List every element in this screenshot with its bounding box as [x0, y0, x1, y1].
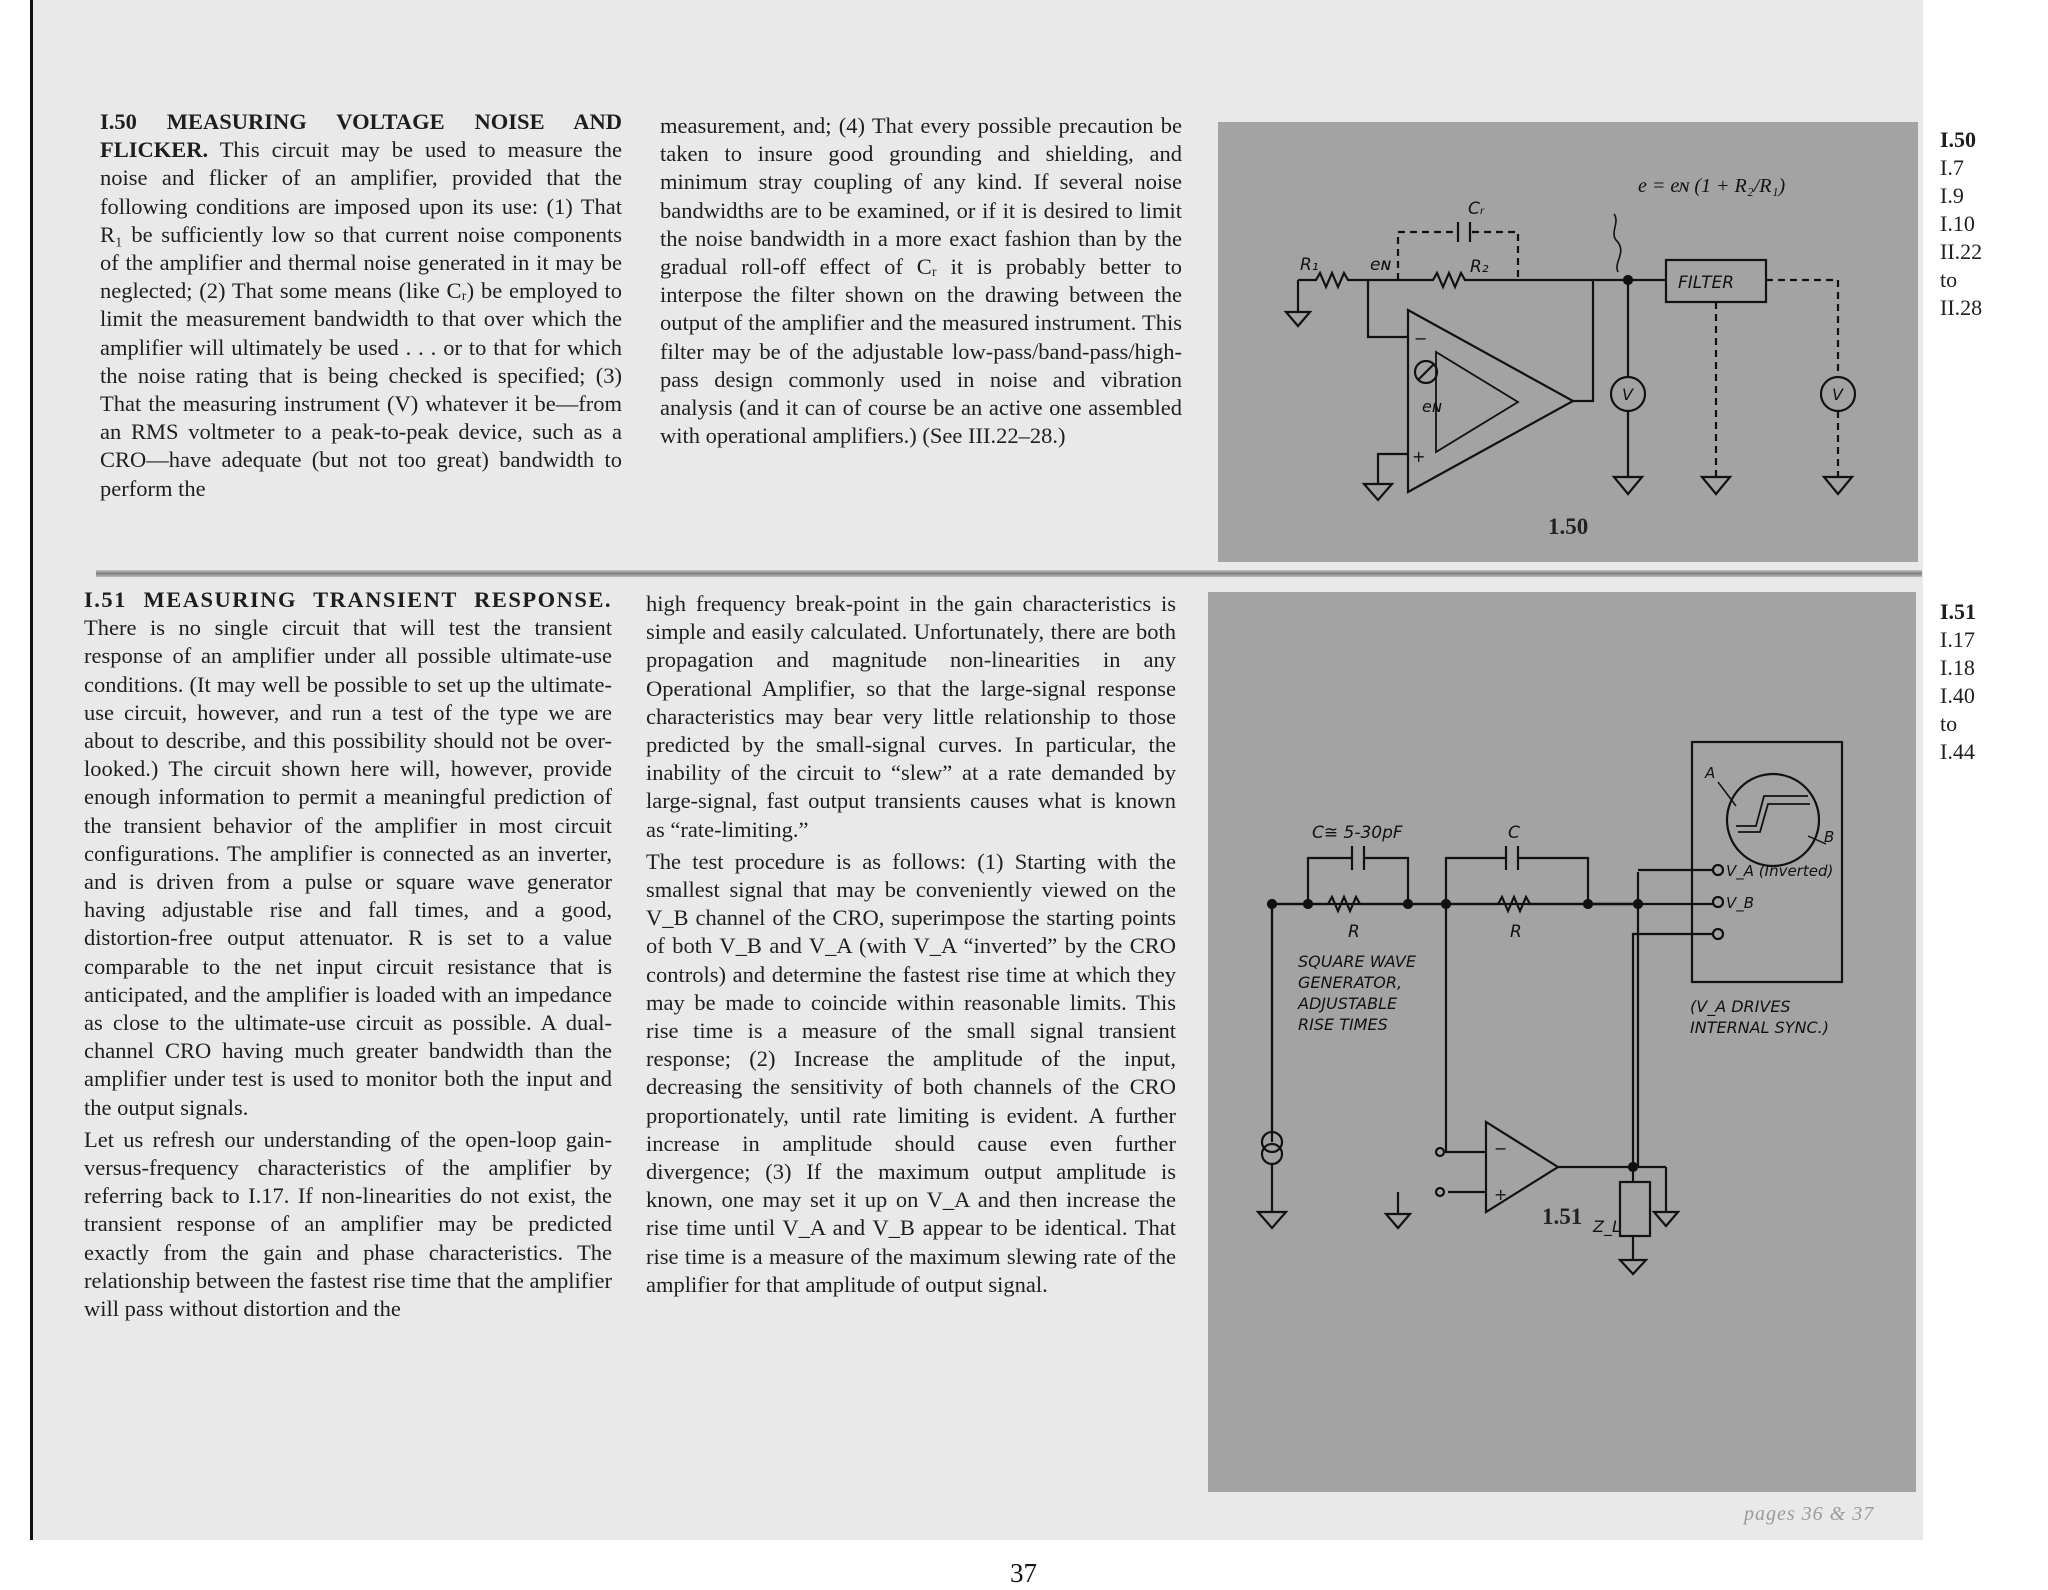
- figure-1-50: [1218, 122, 1918, 562]
- section-divider: [96, 570, 1922, 577]
- meter-1-label: V: [1622, 385, 1633, 404]
- ref-item: I.18: [1940, 655, 1975, 680]
- note-line-2: INTERNAL SYNC.): [1690, 1018, 1829, 1037]
- page-number: 37: [1010, 1558, 1037, 1588]
- meter-2-label: V: [1832, 385, 1843, 404]
- section-1-51-middle-column: [646, 590, 1176, 1303]
- trace-a-label: A: [1705, 764, 1716, 782]
- en-source-label: eɴ: [1422, 397, 1442, 416]
- ref-item: to: [1940, 267, 1958, 292]
- va-label: V_A (Inverted): [1726, 862, 1834, 880]
- plus-sign: +: [1494, 1185, 1508, 1204]
- generator-line-1: SQUARE WAVE: [1298, 952, 1416, 971]
- en-label: eɴ: [1370, 255, 1392, 275]
- section-1-51-left-column: [84, 586, 612, 1327]
- generator-line-3: ADJUSTABLE: [1298, 994, 1398, 1013]
- section-1-50-heading: I.50 MEASURING VOLTAGE NOISE AND FLICKER.: [100, 109, 622, 163]
- ref-item: to: [1940, 711, 1958, 736]
- filter-label: FILTER: [1678, 273, 1735, 293]
- section-1-51-text-middle-p2: The test procedure is as follows: (1) Starting with the smallest signal that may be conveniently viewed on the V_B channel of the CRO, superimpose the starting points of both V_B and V_A (with V_A “inverted” by the CRO controls) and determine the fastest rise time at which they may be made to coincide within reasonable limits. This rise time is a measure of the small signal transient response; (2) Increase the amplitude of the input, decreasing the sensitivity of both channels of the CRO proportionately, until rate limiting is evident. A further increase in amplitude should cause even further divergence; (3) If the maximum output amplitude is known, one may set it up on V_A and then increase the rise time until V_A and V_B appear to be identical. That rise time is a measure of the maximum slewing rate of the amplifier for that amplitude of output signal.: [646, 848, 1176, 1297]
- ref-item: I.17: [1940, 627, 1975, 652]
- section-1-51-text-left-p2: Let us refresh our understanding of the open-loop gain-versus-frequency characteristics of the amplifier by referring back to I.17. If non-linearities do not exist, the transient response of an amplifier may be predicted exactly from the gain and phase characteristics. The relationship between the fastest rise time that the amplifier will pass without distortion and the: [84, 1126, 612, 1322]
- section-1-51-text-left-p1: There is no single circuit that will test the transient response of an amplifier under all possible ultimate-use conditions. (It may well be possible to set up the ultimate-use circuit, however, and run a test of the type we are about to describe, and this possibility should not be over-looked.) The circuit shown here will, however, provide enough information to permit a meaningful prediction of the transient behavior of the amplifier in most circuit configurations. The amplifier is connected as an inverter, and is driven from a pulse or square wave generator having adjustable rise and fall times, and a good, distortion-free output attenuator. R is set to a value comparable to the net input circuit resistance that is anticipated, and the amplifier is loaded with an impedance as close to the ultimate-use circuit as possible. A dual-channel CRO having much greater bandwidth than the amplifier under test is used to monitor both the input and the output signals.: [84, 615, 612, 1120]
- minus-sign: −: [1414, 329, 1428, 348]
- ref-item: I.50: [1940, 127, 1977, 152]
- r2-label: R₂: [1470, 257, 1489, 277]
- ref-item: I.44: [1940, 739, 1975, 764]
- ref-item: I.51: [1940, 599, 1977, 624]
- section-1-51-heading: I.51 MEASURING TRANSIENT RESPONSE.: [84, 587, 612, 612]
- section-1-51-text-middle-p1: high frequency break-point in the gain characteristics is simple and easily calculated. Unfortunately, there are both propagation and magnitude non-linearities in any Operational Amplifier, so that the large-signal response characteristics may bear very little relationship to those predicted by the small-signal curves. In particular, the inability of the circuit to “slew” at a rate demanded by large-signal, fast output transients causes what is known as “rate-limiting.”: [646, 591, 1176, 842]
- section-1-50-middle-column: [660, 112, 1182, 454]
- section-1-50-text-left: This circuit may be used to measure the noise and flicker of an amplifier, provided that the following conditions are imposed upon its use: (1) That R₁ be sufficiently low so that current noise components of the amplifier and thermal noise generated in it may be neglected; (2) That some means (like Cᵣ) be employed to limit the measurement bandwidth to that over which the amplifier will ultimately be used . . . or to that for which the noise rating that is being checked is specified; (3) That the measuring instrument (V) whatever it be—from an RMS voltmeter to a peak-to-peak device, such as a CRO—have adequate (but not too great) bandwidth to perform the: [100, 137, 622, 501]
- figure-1-50-label: 1.50: [1548, 514, 1589, 539]
- section-1-50-text-middle: measurement, and; (4) That every possible precaution be taken to insure good grounding and shielding, and minimum stray coupling of any kind. If several noise bandwidths are to be examined, or if it is desired to limit the noise bandwidth in a more exact fashion than by the gradual roll-off effect of Cᵣ it is probably better to interpose the filter shown on the drawing between the output of the amplifier and the measured instrument. This filter may be of the adjustable low-pass/band-pass/high-pass design commonly used in noise and vibration analysis (and it can of course be an active one assembled with operational amplifiers.) (See III.22–28.): [660, 113, 1182, 449]
- noise-measurement-schematic: [1218, 122, 1918, 562]
- r1-label: R₁: [1300, 255, 1319, 275]
- figure-1-51-label: 1.51: [1542, 1204, 1583, 1229]
- cr-label: Cᵣ: [1468, 199, 1485, 219]
- figure-1-51: [1208, 592, 1916, 1492]
- generator-line-2: GENERATOR,: [1298, 973, 1403, 992]
- section-1-50-left-column: [100, 108, 622, 507]
- section-1-50-cross-references: [1940, 126, 1982, 322]
- ref-item: I.9: [1940, 183, 1964, 208]
- ref-item: I.10: [1940, 211, 1975, 236]
- pages-footnote: pages 36 & 37: [1744, 1503, 1875, 1525]
- gain-equation: e = eɴ (1 + R₂/R₁): [1638, 175, 1786, 197]
- vb-label: V_B: [1726, 894, 1755, 912]
- generator-line-4: RISE TIMES: [1298, 1015, 1388, 1034]
- trace-b-label: B: [1824, 828, 1835, 846]
- transient-response-schematic: [1208, 592, 1916, 1492]
- ref-item: I.7: [1940, 155, 1964, 180]
- ref-item: II.28: [1940, 295, 1983, 320]
- r2-label: R: [1510, 922, 1522, 942]
- r-label: R: [1348, 922, 1360, 942]
- plus-sign: +: [1412, 447, 1426, 466]
- section-1-51-cross-references: [1940, 598, 1976, 766]
- note-line-1: (V_A DRIVES: [1690, 997, 1791, 1016]
- minus-sign: −: [1494, 1139, 1508, 1158]
- c-label: C: [1508, 823, 1520, 843]
- zl-label: Z_L: [1593, 1217, 1621, 1236]
- c-range-label: C≅ 5-30pF: [1312, 823, 1403, 843]
- ref-item: I.40: [1940, 683, 1975, 708]
- ref-item: II.22: [1940, 239, 1983, 264]
